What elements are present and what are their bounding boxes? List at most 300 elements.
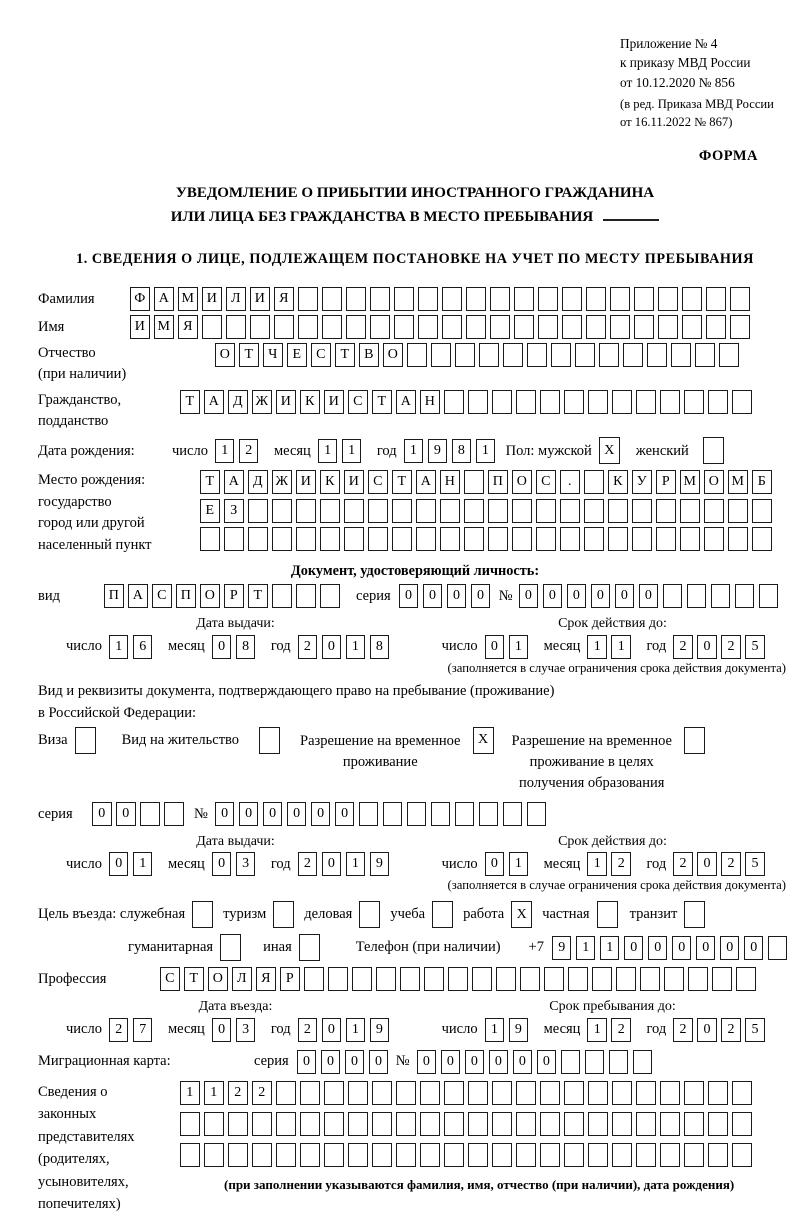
form-cell[interactable]: 2 (611, 1018, 631, 1042)
form-cell[interactable] (732, 1143, 752, 1167)
form-cell[interactable] (424, 967, 444, 991)
sex-female-checkbox[interactable] (703, 437, 724, 464)
form-cell[interactable]: И (202, 287, 222, 311)
form-cell[interactable]: 0 (345, 1050, 365, 1074)
form-cell[interactable] (468, 1081, 488, 1105)
form-cell[interactable]: 0 (543, 584, 563, 608)
form-cell[interactable]: 0 (697, 635, 717, 659)
form-cell[interactable] (488, 499, 508, 523)
form-cell[interactable]: 1 (204, 1081, 224, 1105)
form-cell[interactable]: 0 (672, 936, 692, 960)
form-cell[interactable]: И (250, 287, 270, 311)
form-cell[interactable] (228, 1143, 248, 1167)
form-cell[interactable]: 0 (322, 852, 342, 876)
form-cell[interactable]: 0 (441, 1050, 461, 1074)
form-cell[interactable]: 1 (180, 1081, 200, 1105)
form-cell[interactable] (564, 390, 584, 414)
form-cell[interactable]: 0 (624, 936, 644, 960)
form-cell[interactable]: 8 (370, 635, 390, 659)
form-cell[interactable] (586, 287, 606, 311)
form-cell[interactable]: 0 (287, 802, 307, 826)
purpose-official-checkbox[interactable] (192, 901, 213, 928)
form-cell[interactable]: 0 (519, 584, 539, 608)
form-cell[interactable]: 3 (236, 1018, 256, 1042)
form-cell[interactable]: 1 (215, 439, 235, 463)
form-cell[interactable]: Т (335, 343, 355, 367)
form-cell[interactable]: Т (372, 390, 392, 414)
form-cell[interactable]: Н (440, 470, 460, 494)
form-cell[interactable]: О (215, 343, 235, 367)
form-cell[interactable] (228, 1112, 248, 1136)
form-cell[interactable] (444, 1081, 464, 1105)
form-cell[interactable]: 2 (721, 852, 741, 876)
form-cell[interactable] (684, 390, 704, 414)
form-cell[interactable] (682, 315, 702, 339)
form-cell[interactable]: 0 (648, 936, 668, 960)
form-cell[interactable]: К (300, 390, 320, 414)
form-cell[interactable]: И (276, 390, 296, 414)
form-cell[interactable]: 0 (417, 1050, 437, 1074)
form-cell[interactable]: 2 (298, 1018, 318, 1042)
form-cell[interactable] (324, 1143, 344, 1167)
form-cell[interactable] (536, 499, 556, 523)
form-cell[interactable]: 2 (721, 1018, 741, 1042)
form-cell[interactable] (394, 287, 414, 311)
form-cell[interactable]: 0 (369, 1050, 389, 1074)
form-cell[interactable] (464, 470, 484, 494)
purpose-work-checkbox[interactable]: X (511, 901, 532, 928)
form-cell[interactable]: 0 (447, 584, 467, 608)
form-cell[interactable]: Т (392, 470, 412, 494)
form-cell[interactable]: 1 (109, 635, 129, 659)
form-cell[interactable]: 0 (116, 802, 136, 826)
form-cell[interactable] (588, 1081, 608, 1105)
form-cell[interactable] (704, 499, 724, 523)
form-cell[interactable] (376, 967, 396, 991)
form-cell[interactable]: 0 (212, 1018, 232, 1042)
form-cell[interactable]: 1 (509, 852, 529, 876)
purpose-humanitarian-checkbox[interactable] (220, 934, 241, 961)
form-cell[interactable] (584, 499, 604, 523)
form-cell[interactable] (444, 1112, 464, 1136)
purpose-tourism-checkbox[interactable] (273, 901, 294, 928)
form-cell[interactable] (512, 527, 532, 551)
form-cell[interactable]: . (560, 470, 580, 494)
form-cell[interactable]: 0 (311, 802, 331, 826)
form-cell[interactable] (636, 390, 656, 414)
form-cell[interactable] (732, 1112, 752, 1136)
form-cell[interactable] (324, 1081, 344, 1105)
form-cell[interactable] (592, 967, 612, 991)
form-cell[interactable] (584, 527, 604, 551)
form-cell[interactable]: 9 (370, 1018, 390, 1042)
form-cell[interactable]: 9 (428, 439, 448, 463)
form-cell[interactable]: 0 (465, 1050, 485, 1074)
form-cell[interactable] (711, 584, 731, 608)
form-cell[interactable] (732, 1081, 752, 1105)
form-cell[interactable]: 0 (335, 802, 355, 826)
form-cell[interactable] (684, 1081, 704, 1105)
form-cell[interactable] (394, 315, 414, 339)
form-cell[interactable] (732, 390, 752, 414)
form-cell[interactable] (610, 315, 630, 339)
form-cell[interactable]: 8 (452, 439, 472, 463)
form-cell[interactable] (575, 343, 595, 367)
form-cell[interactable] (392, 527, 412, 551)
form-cell[interactable] (320, 499, 340, 523)
form-cell[interactable] (492, 390, 512, 414)
form-cell[interactable] (660, 1081, 680, 1105)
form-cell[interactable]: Т (200, 470, 220, 494)
form-cell[interactable] (687, 584, 707, 608)
form-cell[interactable] (588, 390, 608, 414)
form-cell[interactable] (322, 315, 342, 339)
form-cell[interactable]: 0 (212, 635, 232, 659)
form-cell[interactable] (416, 527, 436, 551)
form-cell[interactable] (663, 584, 683, 608)
form-cell[interactable]: 8 (236, 635, 256, 659)
form-cell[interactable] (708, 390, 728, 414)
purpose-study-checkbox[interactable] (432, 901, 453, 928)
purpose-transit-checkbox[interactable] (684, 901, 705, 928)
form-cell[interactable]: 5 (745, 852, 765, 876)
form-cell[interactable]: К (320, 470, 340, 494)
form-cell[interactable] (562, 315, 582, 339)
form-cell[interactable] (623, 343, 643, 367)
form-cell[interactable] (708, 1081, 728, 1105)
form-cell[interactable]: С (311, 343, 331, 367)
form-cell[interactable] (503, 802, 523, 826)
form-cell[interactable] (540, 1143, 560, 1167)
form-cell[interactable] (468, 1143, 488, 1167)
form-cell[interactable]: 0 (639, 584, 659, 608)
form-cell[interactable] (250, 315, 270, 339)
form-cell[interactable] (442, 315, 462, 339)
form-cell[interactable] (632, 499, 652, 523)
form-cell[interactable]: 2 (252, 1081, 272, 1105)
form-cell[interactable] (490, 315, 510, 339)
form-cell[interactable] (272, 527, 292, 551)
form-cell[interactable]: Р (656, 470, 676, 494)
form-cell[interactable] (551, 343, 571, 367)
form-cell[interactable] (656, 499, 676, 523)
purpose-other-checkbox[interactable] (299, 934, 320, 961)
form-cell[interactable]: О (208, 967, 228, 991)
form-cell[interactable] (752, 527, 772, 551)
form-cell[interactable]: 1 (600, 936, 620, 960)
form-cell[interactable] (372, 1112, 392, 1136)
form-cell[interactable] (712, 967, 732, 991)
form-cell[interactable]: Р (224, 584, 244, 608)
form-cell[interactable]: 1 (133, 852, 153, 876)
form-cell[interactable]: 0 (212, 852, 232, 876)
form-cell[interactable]: 0 (513, 1050, 533, 1074)
form-cell[interactable] (400, 967, 420, 991)
form-cell[interactable] (464, 499, 484, 523)
form-cell[interactable] (344, 499, 364, 523)
form-cell[interactable] (200, 527, 220, 551)
form-cell[interactable]: Ф (130, 287, 150, 311)
form-cell[interactable]: 0 (615, 584, 635, 608)
form-cell[interactable]: И (130, 315, 150, 339)
form-cell[interactable] (348, 1143, 368, 1167)
form-cell[interactable]: 0 (489, 1050, 509, 1074)
form-cell[interactable] (418, 287, 438, 311)
form-cell[interactable] (496, 967, 516, 991)
form-cell[interactable]: 1 (509, 635, 529, 659)
form-cell[interactable]: С (160, 967, 180, 991)
form-cell[interactable]: А (224, 470, 244, 494)
form-cell[interactable] (300, 1081, 320, 1105)
form-cell[interactable] (503, 343, 523, 367)
form-cell[interactable] (368, 499, 388, 523)
form-cell[interactable] (272, 584, 292, 608)
form-cell[interactable]: Л (226, 287, 246, 311)
form-cell[interactable] (300, 1112, 320, 1136)
form-cell[interactable] (488, 527, 508, 551)
form-cell[interactable] (418, 315, 438, 339)
form-cell[interactable]: 0 (215, 802, 235, 826)
form-cell[interactable] (585, 1050, 605, 1074)
form-cell[interactable] (455, 343, 475, 367)
form-cell[interactable] (682, 287, 702, 311)
form-cell[interactable] (636, 1081, 656, 1105)
form-cell[interactable]: М (680, 470, 700, 494)
form-cell[interactable] (516, 1081, 536, 1105)
form-cell[interactable] (392, 499, 412, 523)
form-cell[interactable]: 9 (370, 852, 390, 876)
form-cell[interactable]: О (200, 584, 220, 608)
form-cell[interactable]: А (128, 584, 148, 608)
form-cell[interactable] (634, 287, 654, 311)
form-cell[interactable] (568, 967, 588, 991)
residence-permit-checkbox[interactable] (259, 727, 280, 754)
form-cell[interactable] (440, 499, 460, 523)
form-cell[interactable]: 0 (263, 802, 283, 826)
form-cell[interactable] (300, 1143, 320, 1167)
edu-permit-checkbox[interactable] (684, 727, 705, 754)
form-cell[interactable] (370, 315, 390, 339)
form-cell[interactable]: Т (184, 967, 204, 991)
form-cell[interactable]: 0 (321, 1050, 341, 1074)
form-cell[interactable]: 0 (485, 852, 505, 876)
form-cell[interactable] (730, 315, 750, 339)
form-cell[interactable] (324, 1112, 344, 1136)
form-cell[interactable] (516, 390, 536, 414)
form-cell[interactable]: М (728, 470, 748, 494)
form-cell[interactable] (248, 527, 268, 551)
form-cell[interactable]: Т (239, 343, 259, 367)
form-cell[interactable] (728, 499, 748, 523)
form-cell[interactable]: 2 (673, 852, 693, 876)
form-cell[interactable] (616, 967, 636, 991)
form-cell[interactable]: Ж (252, 390, 272, 414)
form-cell[interactable] (204, 1112, 224, 1136)
form-cell[interactable]: 1 (587, 1018, 607, 1042)
form-cell[interactable]: О (704, 470, 724, 494)
form-cell[interactable] (527, 343, 547, 367)
form-cell[interactable] (492, 1143, 512, 1167)
form-cell[interactable] (536, 527, 556, 551)
form-cell[interactable] (370, 287, 390, 311)
form-cell[interactable]: З (224, 499, 244, 523)
form-cell[interactable]: А (154, 287, 174, 311)
form-cell[interactable]: 1 (342, 439, 362, 463)
form-cell[interactable]: 5 (745, 635, 765, 659)
form-cell[interactable] (588, 1112, 608, 1136)
purpose-private-checkbox[interactable] (597, 901, 618, 928)
form-cell[interactable] (520, 967, 540, 991)
form-cell[interactable]: П (104, 584, 124, 608)
form-cell[interactable] (695, 343, 715, 367)
form-cell[interactable] (272, 499, 292, 523)
form-cell[interactable]: И (324, 390, 344, 414)
form-cell[interactable] (226, 315, 246, 339)
form-cell[interactable] (719, 343, 739, 367)
form-cell[interactable] (276, 1143, 296, 1167)
form-cell[interactable] (383, 802, 403, 826)
form-cell[interactable] (276, 1112, 296, 1136)
form-cell[interactable] (420, 1081, 440, 1105)
form-cell[interactable] (612, 1112, 632, 1136)
form-cell[interactable]: 0 (322, 1018, 342, 1042)
form-cell[interactable] (612, 1143, 632, 1167)
form-cell[interactable]: Р (280, 967, 300, 991)
form-cell[interactable]: Д (228, 390, 248, 414)
form-cell[interactable]: 2 (228, 1081, 248, 1105)
form-cell[interactable]: Л (232, 967, 252, 991)
form-cell[interactable]: 2 (298, 635, 318, 659)
form-cell[interactable] (202, 315, 222, 339)
form-cell[interactable] (612, 1081, 632, 1105)
form-cell[interactable] (608, 527, 628, 551)
form-cell[interactable] (490, 287, 510, 311)
form-cell[interactable]: Я (256, 967, 276, 991)
form-cell[interactable] (728, 527, 748, 551)
form-cell[interactable] (684, 1143, 704, 1167)
form-cell[interactable] (584, 470, 604, 494)
form-cell[interactable]: С (348, 390, 368, 414)
form-cell[interactable] (304, 967, 324, 991)
form-cell[interactable]: Б (752, 470, 772, 494)
form-cell[interactable] (544, 967, 564, 991)
form-cell[interactable] (736, 967, 756, 991)
form-cell[interactable] (359, 802, 379, 826)
form-cell[interactable] (248, 499, 268, 523)
form-cell[interactable] (396, 1112, 416, 1136)
form-cell[interactable]: 2 (239, 439, 259, 463)
form-cell[interactable] (634, 315, 654, 339)
form-cell[interactable] (164, 802, 184, 826)
form-cell[interactable]: 1 (587, 852, 607, 876)
form-cell[interactable]: А (396, 390, 416, 414)
form-cell[interactable] (658, 287, 678, 311)
form-cell[interactable] (352, 967, 372, 991)
form-cell[interactable] (140, 802, 160, 826)
form-cell[interactable] (348, 1112, 368, 1136)
form-cell[interactable] (492, 1081, 512, 1105)
form-cell[interactable] (514, 287, 534, 311)
form-cell[interactable]: Я (274, 287, 294, 311)
form-cell[interactable]: Т (248, 584, 268, 608)
form-cell[interactable]: Ж (272, 470, 292, 494)
form-cell[interactable] (730, 287, 750, 311)
form-cell[interactable] (640, 967, 660, 991)
form-cell[interactable] (276, 1081, 296, 1105)
form-cell[interactable]: 0 (485, 635, 505, 659)
form-cell[interactable]: А (416, 470, 436, 494)
form-cell[interactable]: И (344, 470, 364, 494)
form-cell[interactable] (540, 390, 560, 414)
form-cell[interactable]: 0 (697, 852, 717, 876)
form-cell[interactable]: 0 (471, 584, 491, 608)
form-cell[interactable]: 0 (697, 1018, 717, 1042)
form-cell[interactable] (346, 315, 366, 339)
form-cell[interactable] (252, 1112, 272, 1136)
form-cell[interactable]: 1 (576, 936, 596, 960)
form-cell[interactable]: О (512, 470, 532, 494)
form-cell[interactable] (540, 1081, 560, 1105)
form-cell[interactable] (466, 315, 486, 339)
form-cell[interactable] (588, 1143, 608, 1167)
form-cell[interactable] (372, 1081, 392, 1105)
form-cell[interactable] (204, 1143, 224, 1167)
temp-permit-checkbox[interactable]: X (473, 727, 494, 754)
form-cell[interactable]: 6 (133, 635, 153, 659)
form-cell[interactable]: 1 (318, 439, 338, 463)
form-cell[interactable]: 0 (92, 802, 112, 826)
form-cell[interactable] (586, 315, 606, 339)
form-cell[interactable] (564, 1081, 584, 1105)
form-cell[interactable]: 1 (485, 1018, 505, 1042)
form-cell[interactable]: 9 (509, 1018, 529, 1042)
form-cell[interactable]: 0 (720, 936, 740, 960)
form-cell[interactable] (274, 315, 294, 339)
form-cell[interactable] (768, 936, 788, 960)
form-cell[interactable]: П (176, 584, 196, 608)
form-cell[interactable]: 3 (236, 852, 256, 876)
form-cell[interactable] (296, 584, 316, 608)
form-cell[interactable]: 0 (239, 802, 259, 826)
form-cell[interactable] (610, 287, 630, 311)
form-cell[interactable]: Я (178, 315, 198, 339)
form-cell[interactable]: 7 (133, 1018, 153, 1042)
form-cell[interactable] (320, 584, 340, 608)
form-cell[interactable]: С (536, 470, 556, 494)
form-cell[interactable] (442, 287, 462, 311)
form-cell[interactable] (407, 343, 427, 367)
form-cell[interactable] (396, 1143, 416, 1167)
form-cell[interactable] (468, 1112, 488, 1136)
form-cell[interactable] (688, 967, 708, 991)
form-cell[interactable]: М (178, 287, 198, 311)
form-cell[interactable]: У (632, 470, 652, 494)
form-cell[interactable]: 0 (696, 936, 716, 960)
form-cell[interactable]: 0 (591, 584, 611, 608)
form-cell[interactable] (420, 1112, 440, 1136)
form-cell[interactable]: 0 (537, 1050, 557, 1074)
form-cell[interactable] (633, 1050, 653, 1074)
form-cell[interactable] (658, 315, 678, 339)
form-cell[interactable] (320, 527, 340, 551)
form-cell[interactable] (599, 343, 619, 367)
form-cell[interactable]: 0 (399, 584, 419, 608)
form-cell[interactable] (368, 527, 388, 551)
form-cell[interactable] (660, 1112, 680, 1136)
form-cell[interactable] (609, 1050, 629, 1074)
form-cell[interactable] (516, 1112, 536, 1136)
form-cell[interactable] (759, 584, 779, 608)
